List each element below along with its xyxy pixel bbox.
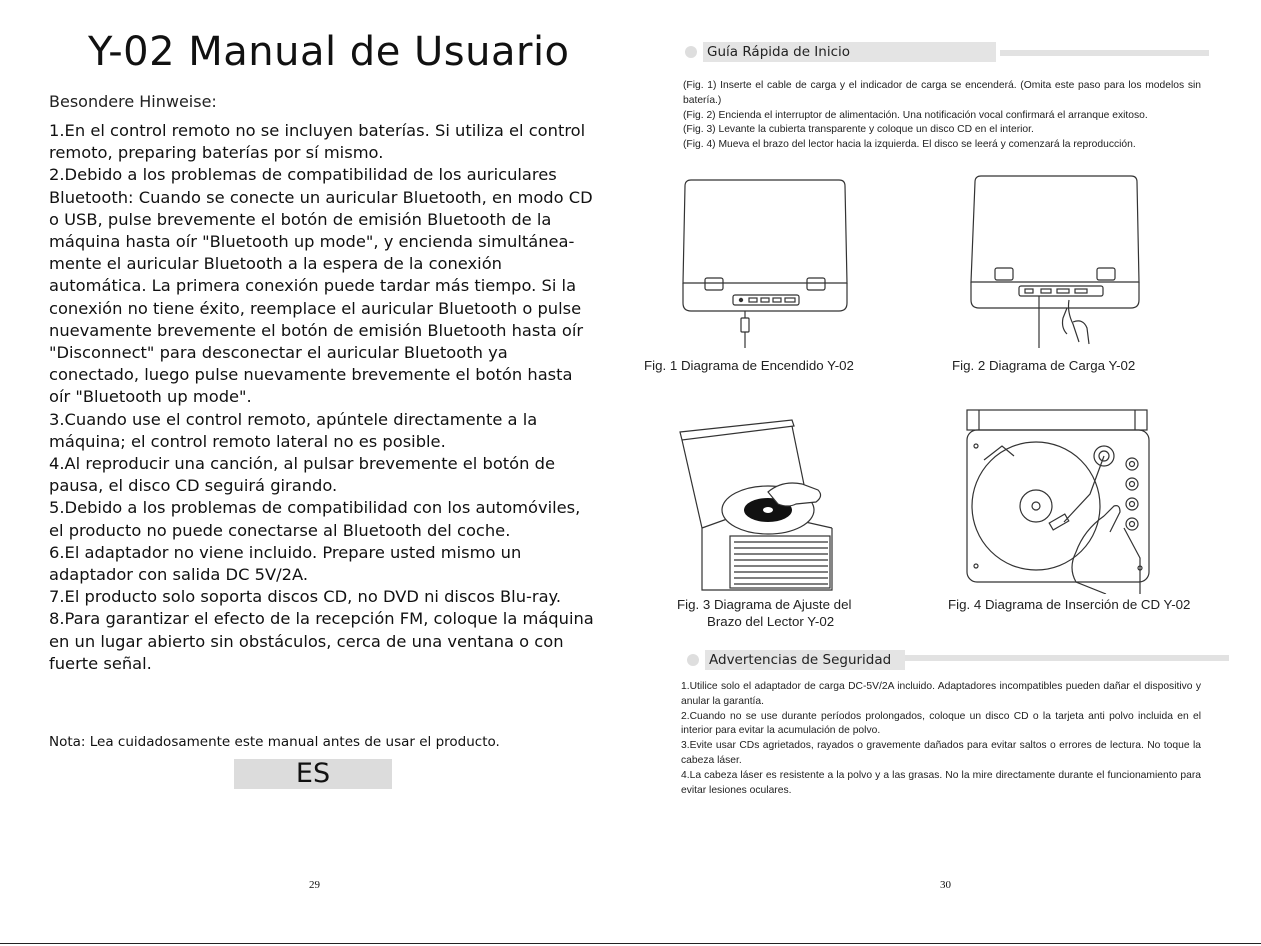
page-number-left: 29 — [309, 879, 320, 891]
fig1-power-diagram — [675, 178, 855, 350]
warning-2: 2.Cuando no se use durante períodos prolongados, coloque un disco CD o la tarjeta anti polvo incluida en el interior para evitar la acumulación de polvo. — [681, 710, 1201, 737]
step-fig-4: (Fig. 4) Mueva el brazo del lector hacia la izquierda. El disco se leerá y comenzará la reproducción. — [683, 139, 1136, 151]
note-item-4: 4.Al reproducir una canción, al pulsar brevemente el botón de pausa, el disco CD seguirá girando. — [49, 454, 555, 496]
bullet-dot-icon — [687, 654, 699, 666]
note-item-1: 1.En el control remoto no se incluyen baterías. Si utiliza el control remoto, preparing baterías por sí mismo. — [49, 121, 586, 163]
fig2-charge-diagram — [965, 172, 1151, 350]
note-item-6: 6.El adaptador no viene incluido. Prepare usted mismo un adaptador con salida DC 5V/2A. — [49, 542, 522, 585]
bottom-divider — [0, 943, 1261, 944]
left-page — [0, 0, 630, 946]
warning-4: 4.La cabeza láser es resistente a la polvo y a las grasas. No la mire directamente durante el funcionamiento para evitar lesiones oculares. — [681, 769, 1201, 796]
fig3-caption-line1: Fig. 3 Diagrama de Ajuste del — [677, 597, 852, 612]
quick-guide-steps — [683, 79, 1201, 153]
step-fig-2: (Fig. 2) Encienda el interruptor de alimentación. Una notificación vocal confirmará el arranque exitoso. — [683, 109, 1148, 121]
fig1-caption: Fig. 1 Diagrama de Encendido Y-02 — [644, 358, 854, 373]
note-item-7: 7.El producto solo soporta discos CD, no DVD ni discos Blu-ray. — [49, 587, 562, 607]
page-number-right: 30 — [940, 879, 951, 891]
section-divider — [905, 655, 1229, 661]
notes-list — [49, 120, 594, 675]
manual-title: Y-02 Manual de Usuario — [88, 29, 570, 75]
safety-warnings — [681, 680, 1201, 798]
fig4-caption: Fig. 4 Diagrama de Inserción de CD Y-02 — [948, 597, 1191, 612]
fig4-cd-insertion-diagram — [964, 408, 1160, 594]
quick-guide-title: Guía Rápida de Inicio — [703, 42, 996, 62]
safety-header — [687, 650, 1230, 670]
warning-1: 1.Utilice solo el adaptador de carga DC-5V/2A incluido. Adaptadores incompatibles pueden dañar el dispositivo y anular la garantía. — [681, 681, 1201, 707]
note-item-2: 2.Debido a los problemas de compatibilidad de los auriculares Bluetooth: Cuando se conecte un auricular Bluetooth, en modo CD o USB, pulse brevemente el botón de emisión Bluetooth de la máquina hasta oír "Bluetooth up mode", y encienda simultánea-mente el auricular Bluetooth a la espera de la conexión automática. La primera conexión puede tardar más tiempo. Si la conexión no tiene éxito, reemplace el auricular Bluetooth o pulse nuevamente brevemente el botón de emisión Bluetooth hasta oír "Disconnect" para desconectar el auricular Bluetooth ya conectado, luego pulse nuevamente brevemente el botón hasta oír "Bluetooth up mode". — [49, 165, 593, 407]
step-fig-1: (Fig. 1) Inserte el cable de carga y el indicador de carga se encenderá. (Omita este paso para los modelos sin batería.) — [683, 80, 1201, 106]
step-fig-3: (Fig. 3) Levante la cubierta transparente y coloque un disco CD en el interior. — [683, 124, 1034, 136]
quick-guide-header — [685, 42, 1210, 62]
read-manual-note: Nota: Lea cuidadosamente este manual antes de usar el producto. — [49, 734, 500, 750]
section-divider — [1000, 50, 1209, 56]
note-item-8: 8.Para garantizar el efecto de la recepción FM, coloque la máquina en un lugar abierto sin obstáculos, cerca de una ventana o con fuerte señal. — [49, 609, 594, 673]
safety-title: Advertencias de Seguridad — [705, 650, 905, 670]
note-item-3: 3.Cuando use el control remoto, apúntele directamente a la máquina; el control remoto lateral no es posible. — [49, 409, 538, 451]
warning-3: 3.Evite usar CDs agrietados, rayados o gravemente dañados para evitar saltos o errores de lectura. No toque la cabeza láser. — [681, 740, 1201, 766]
fig3-caption-line2: Brazo del Lector Y-02 — [707, 614, 835, 629]
fig3-tonearm-diagram — [672, 418, 846, 594]
note-item-5: 5.Debido a los problemas de compatibilidad con los automóviles, el producto no puede conectarse al Bluetooth del coche. — [49, 498, 581, 540]
right-page — [630, 0, 1261, 946]
language-tag: ES — [234, 759, 392, 789]
fig2-caption: Fig. 2 Diagrama de Carga Y-02 — [952, 358, 1136, 373]
notes-heading: Besondere Hinweise: — [49, 92, 217, 111]
bullet-dot-icon — [685, 46, 697, 58]
